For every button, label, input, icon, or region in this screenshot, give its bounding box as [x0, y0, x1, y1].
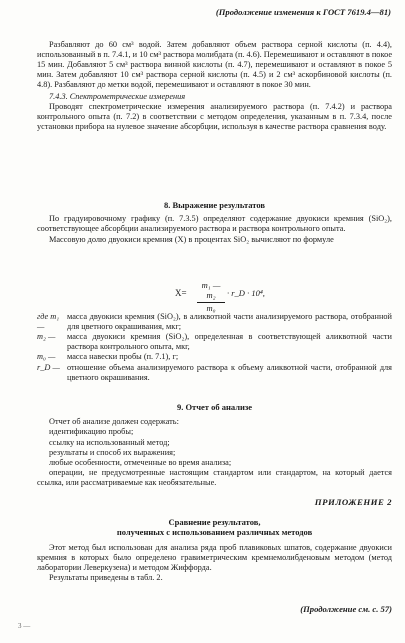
appendix-2	[37, 497, 392, 583]
appendix-label-row	[37, 497, 392, 511]
definition-item	[37, 312, 392, 332]
subsection-title: 7.4.3. Спектрометрические измерения	[49, 91, 186, 101]
definition-symbol-text: m₁ —	[37, 312, 60, 332]
report-line: идентификацию пробы;	[49, 427, 134, 437]
definition-text: масса двуокиси кремния (SiO₂), определенная в соответствующей аликвотной части раствора контрольного опыта, мкг,	[67, 332, 392, 352]
definition-item	[37, 363, 392, 383]
section-9-title: 9. Отчет об анализе	[176, 402, 253, 412]
section-8	[37, 200, 392, 245]
report-line-last: операции, не предусмотренные настоящим стандартом или стандартом, на который дается ссылка, или рассматриваемые как необязательные.	[37, 467, 392, 488]
appendix-paragraph-2: Результаты приведены в табл. 2.	[49, 573, 163, 583]
section-8-paragraph-1: По градуировочному графику (п. 7.3.5) определяют содержание двуокиси кремния (SiO₂), соответствующее абсорбции анализируемого раствора и раствора контрольного опыта.	[37, 214, 392, 234]
section-8-paragraph-2: Массовую долю двуокиси кремния (X) в процентах SiO₂ вычисляют по формуле	[49, 234, 334, 244]
intro-paragraph-2: Проводят спектрометрические измерения анализируемого раствора (п. 7.4.2) и раствора контрольного опыта (п. 7.2) в соответствии с методом определения, указанным в п. 7.3.4, после установки прибора на нулевое значение абсорбции, используя в качестве раствора сравнения воду.	[37, 101, 392, 131]
definition-symbol: r_D —	[37, 362, 60, 372]
formula-block	[37, 280, 392, 313]
formula	[37, 280, 392, 313]
section-9	[37, 402, 392, 488]
appendix-paragraph-1: Этот метод был использован для анализа ряда проб плавиковых шпатов, содержание двуокиси кремния в которых было определено гравиметрическим кремнемолибденовым методом (метод лаборатории Леверкузена) и методом Жиффорда.	[37, 542, 392, 572]
running-header: (Продолжение изменения к ГОСТ 7619.4—81)	[215, 7, 391, 17]
where-label: где	[37, 312, 49, 321]
appendix-title-line-2: полученных с использованием различных методов	[116, 527, 313, 538]
definition-item	[37, 332, 392, 352]
section-8-title: 8. Выражение результатов	[163, 200, 266, 210]
definition-symbol	[37, 312, 67, 332]
appendix-title-line-1: Сравнение результатов,	[168, 517, 261, 527]
section-9-list	[37, 417, 392, 488]
definition-text: масса навески пробы (п. 7.1), г;	[67, 352, 179, 362]
report-line: результаты и способ их выражения;	[49, 447, 176, 457]
formula-numerator: m₁ — m₂	[197, 280, 225, 303]
definition-text: масса двуокиси кремния (SiO₂), в аликвотной части анализируемого раствора, отобранной для цветного окрашивания, мкг;	[67, 312, 392, 332]
definition-item	[37, 352, 392, 362]
formula-tail: · r_D · 10⁴,	[227, 288, 265, 298]
appendix-label: ПРИЛОЖЕНИЕ 2	[314, 497, 392, 507]
report-line: Отчет об анализе должен содержать:	[49, 417, 179, 427]
formula-denominator: m₀	[206, 302, 216, 313]
definition-symbol: m₂ —	[37, 332, 56, 342]
intro-block	[37, 40, 392, 132]
formula-lhs: X=	[175, 288, 187, 298]
intro-paragraph-1: Разбавляют до 60 см³ водой. Затем добавляют объем раствора серной кислоты (п. 4.4), использованный в п. 7.4.1, и 10 см³ раствора молибдата (п. 4.6). Перемешивают и оставляют в покое 15 мин. Добавляют 5 см³ раствора винной кислоты (п. 4.7), перемешивают и оставляют в покое 5 мин. Затем добавляют 10 см³ раствора серной кислоты (п. 4.5) и 2 см³ аскорбиновой кислоты (п. 4.8). Разбавляют до метки водой, перемешивают и оставляют в покое 30 мин.	[37, 40, 392, 90]
definition-text: отношение объема анализируемого раствора к объему аликвотной части, отобранной для цветного окрашивания.	[67, 362, 392, 382]
corner-mark: 3 —	[18, 622, 31, 630]
definitions-list	[37, 312, 392, 383]
report-line: ссылку на использованный метод;	[49, 437, 170, 447]
definition-symbol: m₀ —	[37, 352, 56, 362]
report-line: любые особенности, отмеченные во время анализа;	[49, 457, 232, 467]
formula-fraction	[197, 280, 225, 313]
continuation-note: (Продолжение см. с. 57)	[300, 604, 392, 614]
